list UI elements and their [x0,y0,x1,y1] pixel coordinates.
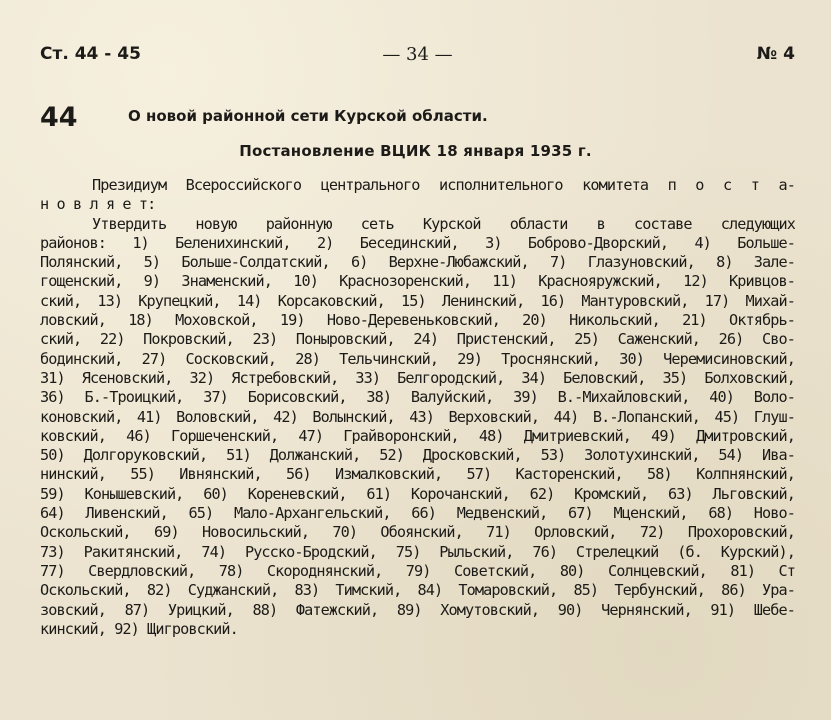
page-header [40,44,795,72]
body-line: гощенский, 9) Знаменский, 10) Краснозоренский, 11) Краснояружский, 12) Кривцов- [40,272,795,291]
body-line: 64) Ливенский, 65) Мало-Архангельский, 66) Медвенский, 67) Мценский, 68) Ново- [40,504,795,523]
page-number: — 34 — [382,44,453,65]
body-line: Оскольский, 69) Новосильский, 70) Обоянский, 71) Орловский, 72) Прохоровский, [40,523,795,542]
body-line: 31) Ясеновский, 32) Ястребовский, 33) Белгородский, 34) Беловский, 35) Болховский, [40,368,795,387]
document-number: 44 [40,102,78,133]
body-line: районов: 1) Беленихинский, 2) Бесединский, 3) Боброво-Дворский, 4) Больше- [40,233,795,252]
body-text [40,176,795,639]
body-line: 50) Долгоруковский, 51) Должанский, 52) Дросковский, 53) Золотухинский, 54) Ива- [40,446,795,465]
body-line: Оскольский, 82) Суджанский, 83) Тимский, 84) Томаровский, 85) Тербунский, 86) Ура- [40,581,795,600]
body-line: 59) Конышевский, 60) Кореневский, 61) Корочанский, 62) Кромский, 63) Льговский, [40,484,795,503]
body-line: 77) Свердловский, 78) Скороднянский, 79) Советский, 80) Солнцевский, 81) Ст [40,561,795,580]
body-line: ловский, 18) Моховской, 19) Ново-Деревеньковский, 20) Никольский, 21) Октябрь- [40,311,795,330]
body-line: Утвердить новую районную сеть Курской области в составе следующих [92,214,795,233]
body-line: кинский, 92) Щигровский. [40,619,238,638]
article-range: Ст. 44 - 45 [40,44,141,64]
body-line: Полянский, 5) Больше-Солдатский, 6) Верхне-Любажский, 7) Глазуновский, 8) Зале- [40,253,795,272]
body-line: н о в л я е т: [40,195,156,214]
decree-heading: Постановление ВЦИК 18 января 1935 г. [239,142,592,160]
body-line: нинский, 55) Ивнянский, 56) Измалковский, 57) Касторенский, 58) Колпнянский, [40,465,795,484]
body-line: зовский, 87) Урицкий, 88) Фатежский, 89) Хомутовский, 90) Чернянский, 91) Шебе- [40,600,795,619]
document-title: О новой районной сети Курской области. [128,107,488,125]
body-line: 73) Ракитянский, 74) Русско-Бродский, 75) Рыльский, 76) Стрелецкий (б. Курский), [40,542,795,561]
issue-number: № 4 [756,44,795,64]
body-line: ковский, 46) Горшеченский, 47) Грайворонский, 48) Дмитриевский, 49) Дмитровский, [40,426,795,445]
body-line: 36) Б.-Троицкий, 37) Борисовский, 38) Валуйский, 39) В.-Михайловский, 40) Воло- [40,388,795,407]
body-line: коновский, 41) Воловский, 42) Волынский, 43) Верховский, 44) В.-Лопанский, 45) Глуш- [40,407,795,426]
body-line: ский, 13) Крупецкий, 14) Корсаковский, 15) Ленинский, 16) Мантуровский, 17) Михай- [40,291,795,310]
body-line: ский, 22) Покровский, 23) Поныровский, 24) Пристенский, 25) Саженский, 26) Сво- [40,330,795,349]
body-line: бодинский, 27) Сосковский, 28) Тельчинский, 29) Троснянский, 30) Черемисиновский, [40,349,795,368]
body-line: Президиум Всероссийского центрального исполнительного комитета п о с т а- [92,176,795,194]
